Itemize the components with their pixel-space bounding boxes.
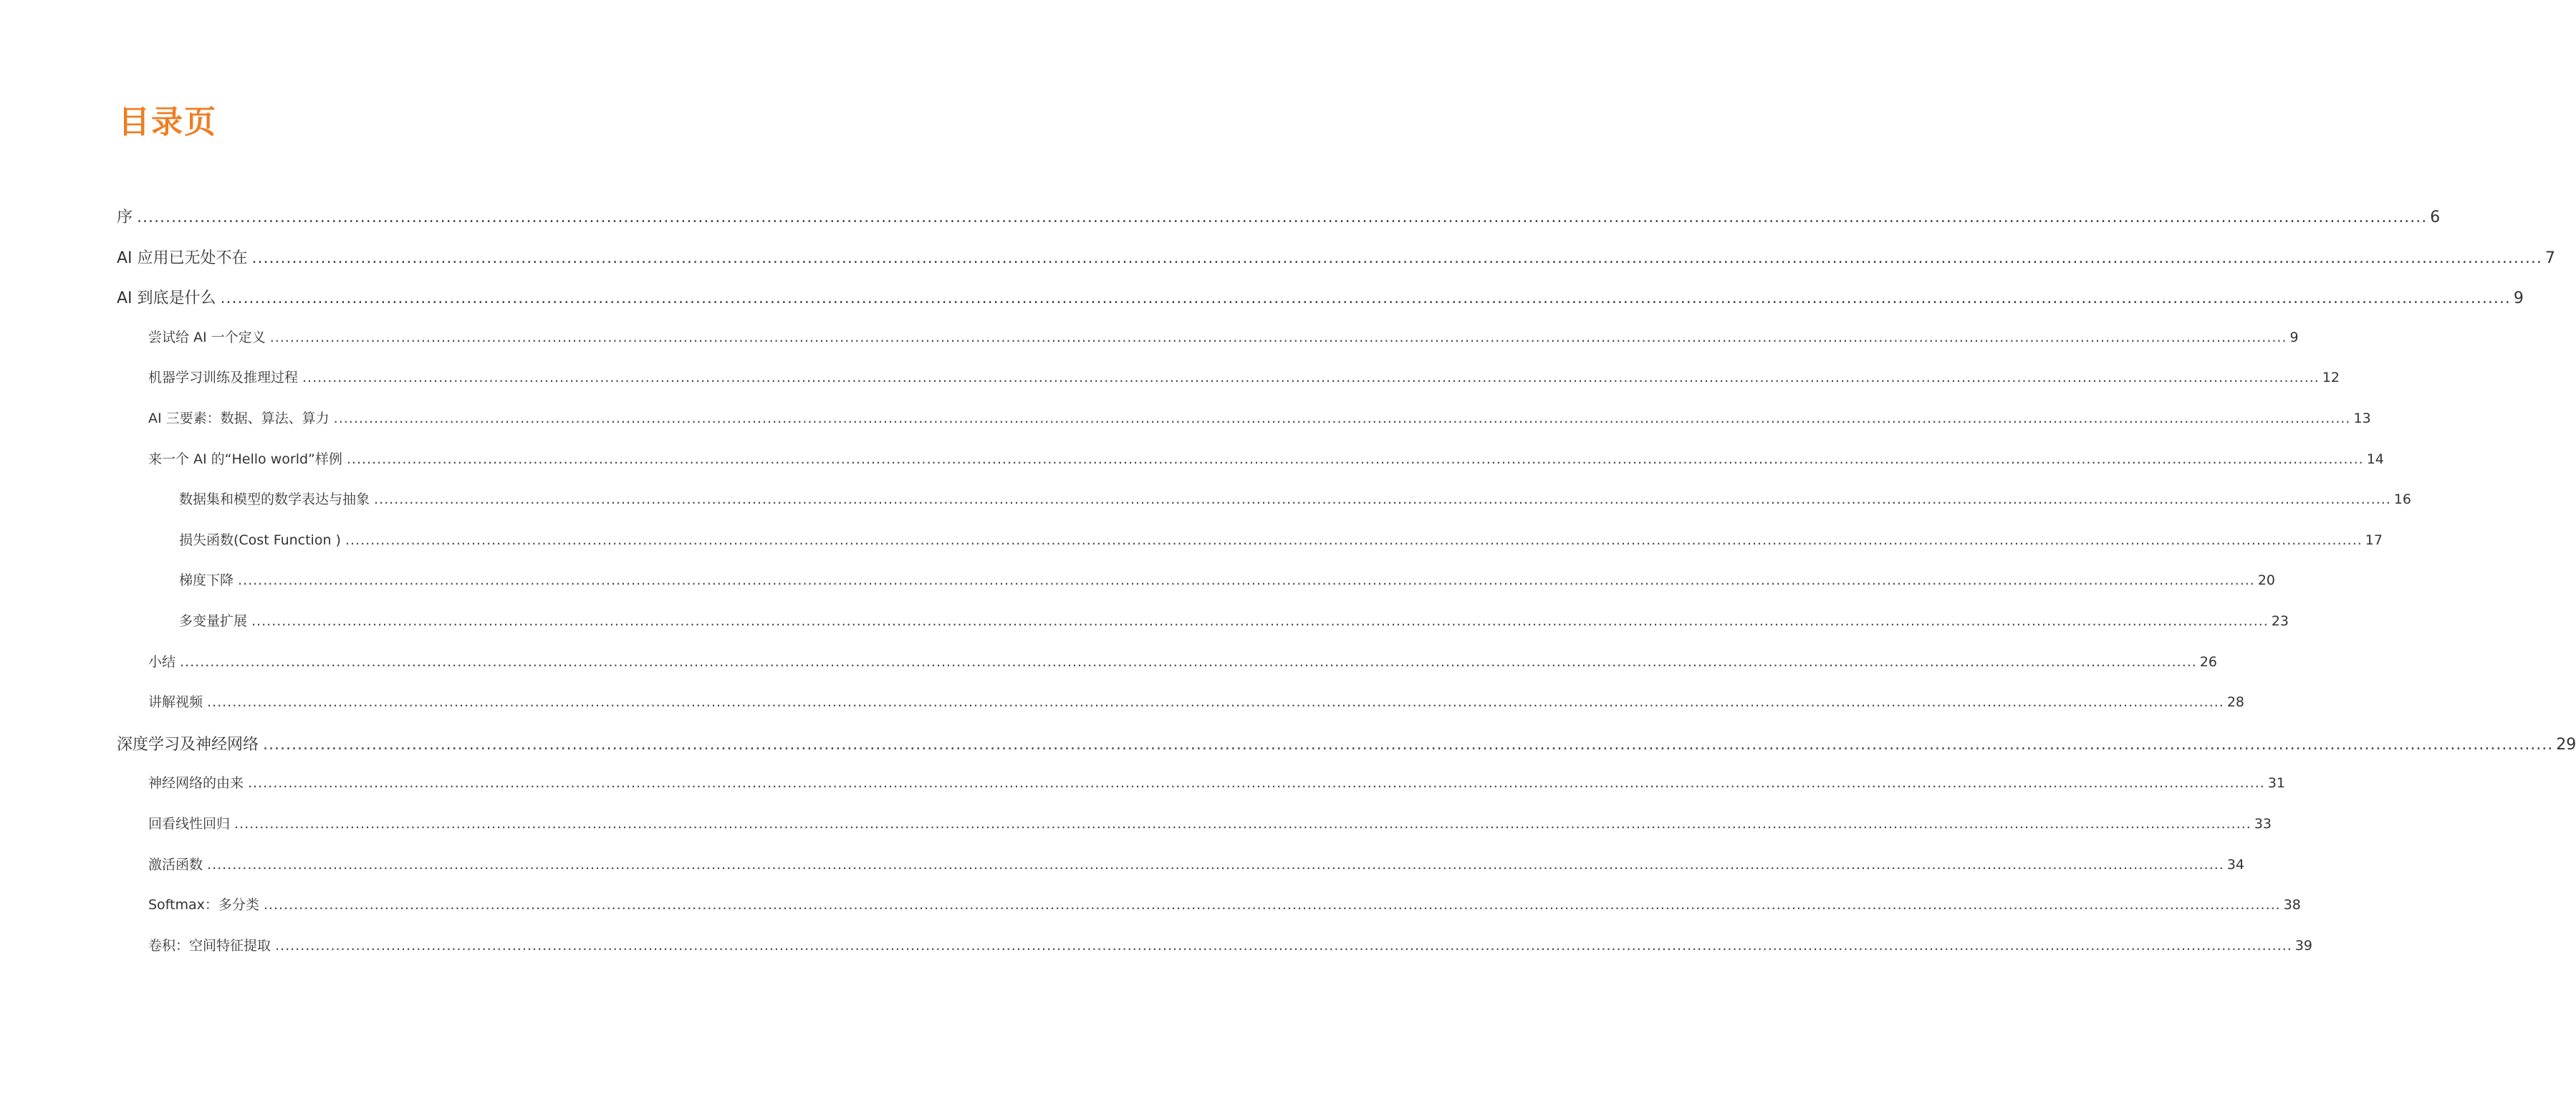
toc-dot-leader: ................................................................................................................................................................................................................................................................................................................................................................................................................ — [269, 329, 2287, 345]
toc-page-number: 17 — [2365, 532, 2383, 548]
toc-entry[interactable] — [179, 529, 2383, 554]
toc-page-number: 34 — [2226, 856, 2245, 873]
toc-dot-leader: ................................................................................................................................................................................................................................................................................................................................................................................................................ — [251, 613, 2269, 629]
toc-dot-leader: ................................................................................................................................................................................................................................................................................................................................................................................................................ — [275, 937, 2292, 954]
toc-page-number: 12 — [2322, 370, 2340, 386]
toc-page-number: 28 — [2226, 694, 2245, 711]
toc-page-number: 29 — [2556, 735, 2576, 754]
toc-page-number: 26 — [2199, 653, 2218, 670]
toc-entry[interactable] — [148, 691, 2245, 716]
toc-page-number: 13 — [2353, 411, 2371, 426]
toc-entry[interactable] — [148, 651, 2218, 676]
toc-entry-title: 深度学习及神经网络 — [117, 735, 259, 754]
toc-entry[interactable] — [148, 772, 2286, 797]
toc-entry-title: 激活函数 — [148, 856, 203, 873]
toc-entry[interactable] — [179, 610, 2289, 635]
toc-dot-leader: ................................................................................................................................................................................................................................................................................................................................................................................................................ — [207, 694, 2224, 711]
toc-entry[interactable] — [179, 489, 2412, 513]
toc-dot-leader: ................................................................................................................................................................................................................................................................................................................................................................................................................ — [251, 249, 2542, 267]
toc-entry[interactable] — [148, 935, 2313, 959]
toc-dot-leader: ................................................................................................................................................................................................................................................................................................................................................................................................................ — [220, 289, 2511, 308]
toc-entry[interactable] — [117, 286, 2524, 310]
toc-entry-title: 损失函数(Cost Function ) — [179, 532, 341, 548]
toc-dot-leader: ................................................................................................................................................................................................................................................................................................................................................................................................................ — [333, 411, 2351, 426]
toc-page-number: 38 — [2283, 897, 2301, 913]
toc-page-number: 39 — [2294, 937, 2313, 954]
toc-entry[interactable] — [148, 854, 2245, 878]
toc-entry[interactable] — [148, 448, 2384, 473]
toc-dot-leader: ................................................................................................................................................................................................................................................................................................................................................................................................................ — [302, 370, 2320, 386]
toc-page-number: 33 — [2254, 816, 2272, 832]
toc-entry[interactable] — [148, 894, 2301, 918]
toc-dot-leader: ................................................................................................................................................................................................................................................................................................................................................................................................................ — [238, 572, 2255, 589]
toc-page-number: 9 — [2289, 329, 2299, 345]
toc-page-number: 31 — [2267, 775, 2286, 792]
toc-dot-leader: ................................................................................................................................................................................................................................................................................................................................................................................................................ — [248, 775, 2265, 792]
toc-entry-title: 序 — [117, 208, 133, 226]
toc-entry-title: AI 应用已无处不在 — [117, 249, 248, 267]
toc-entry[interactable] — [148, 408, 2371, 432]
toc-entry-title: 梯度下降 — [179, 572, 234, 589]
toc-entry[interactable] — [117, 205, 2441, 229]
toc-entry-title: 回看线性回归 — [148, 816, 231, 832]
toc-page-number: 16 — [2393, 491, 2412, 508]
toc-entry[interactable] — [148, 813, 2272, 838]
toc-page-number: 6 — [2430, 208, 2441, 226]
toc-entry[interactable] — [117, 732, 2576, 757]
toc-entry[interactable] — [117, 246, 2555, 270]
toc-page-number: 7 — [2544, 249, 2555, 267]
toc-entry-title: AI 三要素：数据、算法、算力 — [148, 411, 330, 426]
toc-entry[interactable] — [179, 570, 2276, 594]
toc-entry-title: 讲解视频 — [148, 694, 203, 711]
toc-entry-title: 小结 — [148, 653, 176, 670]
toc-page-number: 9 — [2513, 289, 2524, 308]
toc-entry-title: 多变量扩展 — [179, 613, 248, 629]
toc-page-number: 14 — [2366, 451, 2384, 467]
toc-dot-leader: ................................................................................................................................................................................................................................................................................................................................................................................................................ — [263, 897, 2281, 913]
toc-entry[interactable] — [148, 367, 2340, 391]
toc-dot-leader: ................................................................................................................................................................................................................................................................................................................................................................................................................ — [346, 451, 2364, 467]
toc-entry-title: 卷积：空间特征提取 — [148, 937, 271, 954]
toc-page-number: 23 — [2271, 613, 2289, 629]
toc-entry-title: 来一个 AI 的“Hello world”样例 — [148, 451, 342, 467]
toc-entry-title: Softmax：多分类 — [148, 897, 259, 913]
toc-dot-leader: ................................................................................................................................................................................................................................................................................................................................................................................................................ — [263, 735, 2554, 754]
toc-dot-leader: ................................................................................................................................................................................................................................................................................................................................................................................................................ — [207, 856, 2224, 873]
page-title: 目录页 — [118, 104, 217, 140]
toc-entry-title: 机器学习训练及推理过程 — [148, 370, 299, 386]
toc-dot-leader: ................................................................................................................................................................................................................................................................................................................................................................................................................ — [234, 816, 2251, 832]
toc-dot-leader: ................................................................................................................................................................................................................................................................................................................................................................................................................ — [374, 491, 2391, 508]
toc-dot-leader: ................................................................................................................................................................................................................................................................................................................................................................................................................ — [137, 208, 2428, 226]
toc-entry-title: 神经网络的由来 — [148, 775, 244, 792]
toc-dot-leader: ................................................................................................................................................................................................................................................................................................................................................................................................................ — [180, 653, 2197, 670]
toc-entry[interactable] — [148, 327, 2299, 351]
toc-entry-title: 尝试给 AI 一个定义 — [148, 329, 266, 345]
toc-entry-title: 数据集和模型的数学表达与抽象 — [179, 491, 370, 508]
toc-page-number: 20 — [2257, 572, 2276, 589]
toc-entry-title: AI 到底是什么 — [117, 289, 216, 308]
toc-dot-leader: ................................................................................................................................................................................................................................................................................................................................................................................................................ — [345, 532, 2363, 548]
